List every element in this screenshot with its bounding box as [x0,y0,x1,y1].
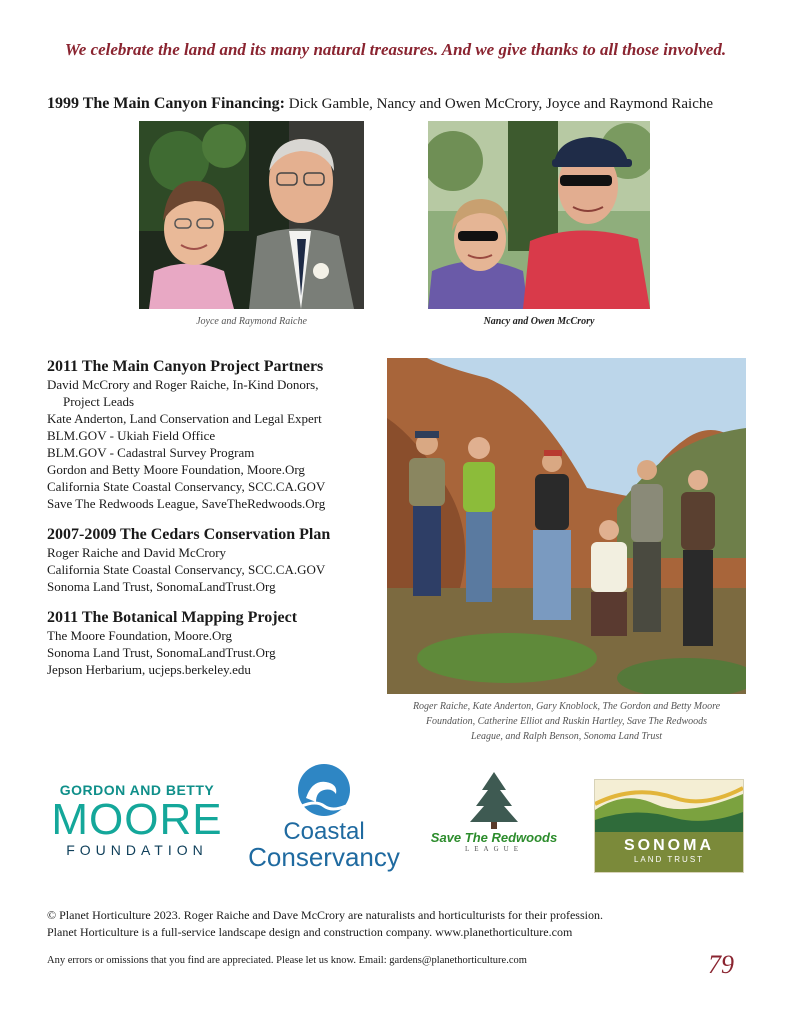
mccrory-caption: Nancy and Owen McCrory [483,316,595,327]
footer-credits [47,907,747,941]
section-botanical-mapping [47,609,377,678]
sonoma-logo-name: SONOMA [624,837,714,854]
moore-logo-bottom: FOUNDATION [66,842,208,858]
section-item: Gordon and Betty Moore Foundation, Moore.Org [47,462,305,477]
group-photo [387,358,746,694]
group-caption [387,699,746,744]
financing-title: 1999 The Main Canyon Financing: [47,95,285,112]
section-item: California State Coastal Conservancy, SCC.CA.GOV [47,479,326,494]
section-item: California State Coastal Conservancy, SCC.CA.GOV [47,562,326,577]
footer-line: © Planet Horticulture 2023. Roger Raiche and Dave McCrory are naturalists and horticulturists for their profession. [47,908,603,922]
section-item: David McCrory and Roger Raiche, In-Kind Donors, [47,377,319,392]
footer-line: Planet Horticulture is a full-service landscape design and construction company. www.planethorticulture.com [47,925,573,939]
section-item: The Moore Foundation, Moore.Org [47,628,232,643]
redwoods-logo-name: Save The Redwoods [430,830,558,845]
section-title: 2007-2009 The Cedars Conservation Plan [47,526,331,543]
page-number: 79 [708,950,734,979]
wave-icon [292,762,356,818]
raiche-caption: Joyce and Raymond Raiche [196,316,307,327]
errors-note: Any errors or omissions that you find are appreciated. Please let us know. Email: gardens@planethorticulture.com [47,955,527,966]
moore-logo-top: GORDON AND BETTY [59,782,215,798]
coastal-logo-line1: Coastal [283,818,365,845]
section-item: Jepson Herbarium, ucjeps.berkeley.edu [47,662,251,677]
tagline: We celebrate the land and its many natural treasures. And we give thanks to all those involved. [64,40,727,59]
section-item: Sonoma Land Trust, SonomaLandTrust.Org [47,645,276,660]
redwood-tree-icon [464,770,524,830]
redwoods-logo-league: LEAGUE [465,845,523,853]
group-caption-line: League, and Ralph Benson, Sonoma Land Trust [470,731,663,742]
section-item: Save The Redwoods League, SaveTheRedwoods.Org [47,496,326,511]
section-title: 2011 The Main Canyon Project Partners [47,358,324,375]
section-cedars-plan [47,526,377,595]
sonoma-land-trust-logo [594,779,744,873]
group-caption-line: Foundation, Catherine Elliot and Ruskin Hartley, Save The Redwoods [425,716,708,727]
financing-names: Dick Gamble, Nancy and Owen McCrory, Joyce and Raymond Raiche [288,96,714,112]
coastal-logo-line2: Conservancy [248,842,400,872]
save-the-redwoods-logo [424,770,564,853]
section-main-canyon-partners [47,358,377,512]
moore-logo-big: MOORE [51,795,223,844]
sonoma-logo-sub: LAND TRUST [633,855,705,864]
section-item: Roger Raiche and David McCrory [47,545,227,560]
raiche-photo [139,121,364,309]
section-title: 2011 The Botanical Mapping Project [47,609,298,626]
mccrory-photo [428,121,650,309]
project-sections [47,358,377,678]
section-item: Kate Anderton, Land Conservation and Legal Expert [47,411,322,426]
moore-foundation-logo [47,782,227,858]
hills-icon [595,780,743,832]
section-item: BLM.GOV - Cadastral Survey Program [47,445,255,460]
coastal-conservancy-logo [243,762,405,873]
section-item: Sonoma Land Trust, SonomaLandTrust.Org [47,579,276,594]
section-item: BLM.GOV - Ukiah Field Office [47,428,216,443]
financing-heading [47,95,713,113]
section-item: Project Leads [63,394,135,409]
group-caption-line: Roger Raiche, Kate Anderton, Gary Knoblock, The Gordon and Betty Moore [412,701,721,712]
